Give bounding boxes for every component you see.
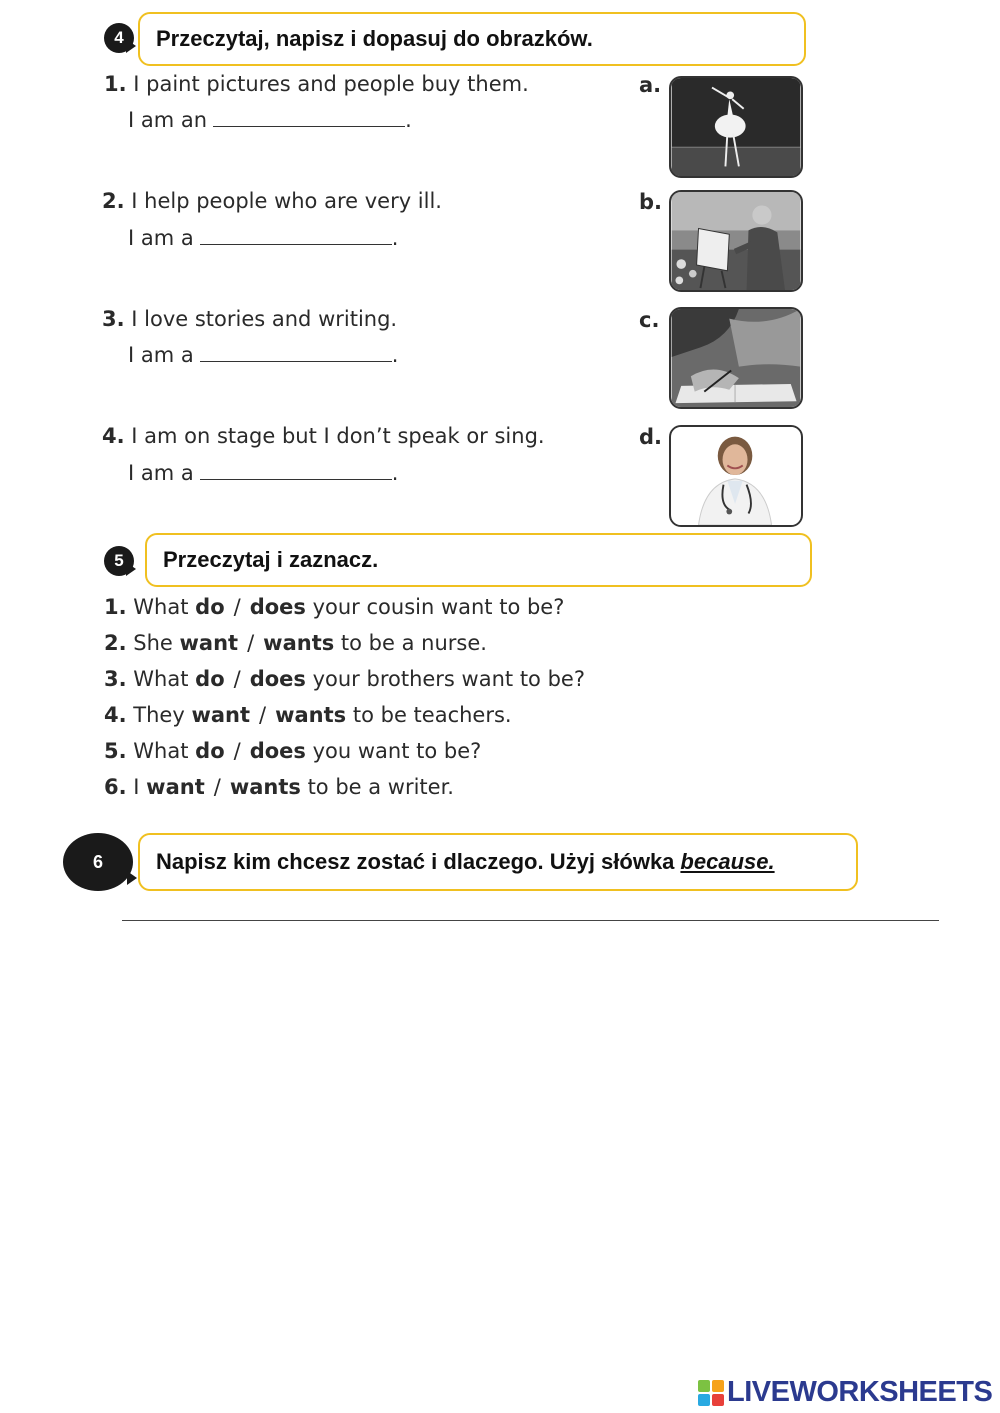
doctor-illustration bbox=[671, 427, 801, 525]
exercise-6-instruction: Napisz kim chcesz zostać i dlaczego. Użyj słówka because. bbox=[138, 833, 858, 891]
picture-letter-d: d. bbox=[639, 425, 663, 449]
ex5-item-4: 4. They want / wants to be teachers. bbox=[104, 703, 512, 727]
option-want-2[interactable]: want bbox=[179, 631, 239, 655]
ex4-answer-4: I am a . bbox=[128, 461, 399, 485]
ex4-item-2: 2. I help people who are very ill. bbox=[102, 189, 442, 213]
option-wants-4[interactable]: wants bbox=[275, 703, 347, 727]
exercise-5-instruction: Przeczytaj i zaznacz. bbox=[145, 533, 812, 587]
option-do-3[interactable]: do bbox=[195, 667, 225, 691]
ex5-item-1: 1. What do / does your cousin want to be? bbox=[104, 595, 565, 619]
ex5-item-5: 5. What do / does you want to be? bbox=[104, 739, 482, 763]
exercise-4-badge: 4 bbox=[104, 23, 134, 53]
logo-text: LIVEWORKSHEETS bbox=[727, 1376, 993, 1408]
keyword-because: because. bbox=[680, 849, 775, 874]
writing-answer-line[interactable] bbox=[122, 920, 939, 921]
ex4-item-3: 3. I love stories and writing. bbox=[102, 307, 398, 331]
ex4-item-1: 1. I paint pictures and people buy them. bbox=[104, 72, 529, 96]
ex4-answer-2: I am a . bbox=[128, 226, 399, 250]
painter-picture[interactable] bbox=[669, 190, 803, 292]
answer-blank-4[interactable] bbox=[200, 461, 392, 480]
writer-illustration bbox=[671, 309, 801, 407]
answer-blank-1[interactable] bbox=[213, 108, 405, 127]
liveworksheets-logo bbox=[698, 1376, 992, 1409]
answer-blank-3[interactable] bbox=[200, 343, 392, 362]
option-want-6[interactable]: want bbox=[146, 775, 205, 799]
picture-letter-b: b. bbox=[639, 190, 663, 214]
option-wants-2[interactable]: wants bbox=[263, 631, 335, 655]
picture-letter-a: a. bbox=[639, 73, 662, 97]
ex4-answer-3: I am a . bbox=[128, 343, 399, 367]
ex4-item-4: 4. I am on stage but I don’t speak or sing. bbox=[102, 424, 545, 448]
exercise-4-instruction: Przeczytaj, napisz i dopasuj do obrazków. bbox=[138, 12, 806, 66]
option-does-3[interactable]: does bbox=[249, 667, 306, 691]
option-does-1[interactable]: does bbox=[249, 595, 306, 619]
writer-picture[interactable] bbox=[669, 307, 803, 409]
exercise-5-badge: 5 bbox=[104, 546, 134, 576]
option-does-5[interactable]: does bbox=[249, 739, 306, 763]
option-want-4[interactable]: want bbox=[191, 703, 251, 727]
doctor-picture[interactable] bbox=[669, 425, 803, 527]
ex5-item-6: 6. I want / wants to be a writer. bbox=[104, 775, 454, 799]
exercise-6-badge: 6 bbox=[63, 833, 133, 891]
option-do-5[interactable]: do bbox=[195, 739, 225, 763]
painter-illustration bbox=[671, 192, 801, 290]
picture-letter-c: c. bbox=[639, 308, 660, 332]
ex5-item-3: 3. What do / does your brothers want to be? bbox=[104, 667, 585, 691]
answer-blank-2[interactable] bbox=[200, 226, 392, 245]
ballerina-illustration bbox=[671, 78, 801, 176]
option-wants-6[interactable]: wants bbox=[229, 775, 301, 799]
logo-mark-icon bbox=[698, 1380, 724, 1406]
ballerina-picture[interactable] bbox=[669, 76, 803, 178]
option-do-1[interactable]: do bbox=[195, 595, 225, 619]
ex5-item-2: 2. She want / wants to be a nurse. bbox=[104, 631, 487, 655]
ex4-answer-1: I am an . bbox=[128, 108, 412, 132]
